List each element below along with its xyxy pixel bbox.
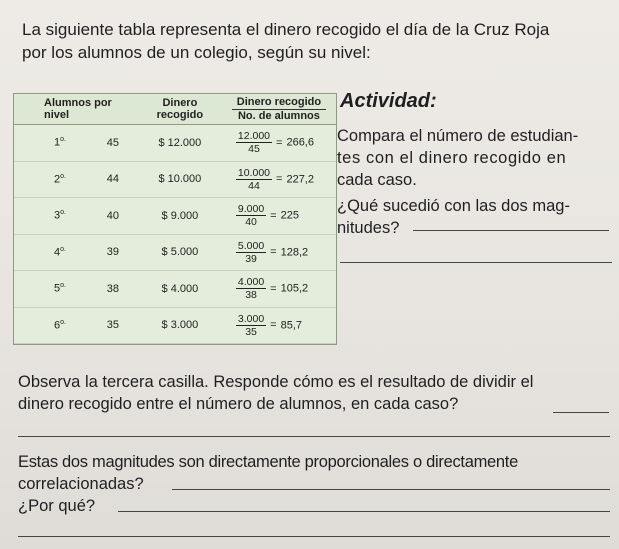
ratio-result: 266,6 — [286, 136, 314, 149]
students-cell: 44 — [88, 161, 138, 198]
ratio-result: 225 — [280, 209, 299, 222]
fraction: $\frac{3.000}{35}$ — [237, 312, 265, 338]
question-1-answer-line-2[interactable] — [18, 436, 610, 437]
table-row — [14, 161, 336, 198]
level-cell: $3^{o.}$ — [14, 198, 88, 235]
ratio-result: 128,2 — [280, 246, 309, 259]
activity-p1-l1: Compara el número de estudian- — [337, 127, 579, 145]
students-cell: 39 — [88, 234, 138, 271]
question-2-answer-line-3[interactable] — [18, 536, 610, 537]
level-cell: $5^{o.}$ — [14, 271, 88, 308]
money-cell: $ 10.000 — [138, 161, 222, 198]
money-cell: $ 12.000 — [138, 125, 222, 162]
ratio-result: 85,7 — [280, 319, 303, 332]
level-cell: $2^{o.}$ — [14, 161, 88, 198]
header-ratio-bottom: No. de alumnos — [232, 109, 326, 122]
question-2-answer-line-2[interactable] — [118, 511, 610, 512]
table-row — [14, 198, 336, 235]
activity-p2-l1: ¿Qué sucedió con las dos mag- — [337, 197, 570, 215]
ratio-cell: $\frac{4.000}{38}$ = 105,2 — [222, 271, 336, 308]
header-ratio — [222, 94, 336, 125]
question-1-line-1: Observa la tercera casilla. Responde cómo es el resultado de dividir el — [18, 373, 534, 391]
level-cell: $4^{o.}$ — [14, 234, 88, 271]
ratio-cell: $\frac{12.000}{45}$ = 266,6 — [222, 125, 336, 162]
students-cell: 45 — [88, 125, 138, 162]
level-cell: $1^{o.}$ — [14, 125, 88, 162]
activity-section — [337, 90, 617, 239]
table-row — [14, 307, 336, 344]
donations-table — [13, 93, 337, 345]
fraction: $\frac{10.000}{44}$ — [237, 166, 271, 192]
table-row — [14, 234, 336, 271]
ratio-cell: $\frac{10.000}{44}$ = 227,2 — [222, 161, 336, 198]
money-cell: $ 5.000 — [138, 234, 222, 271]
intro-text — [22, 18, 612, 64]
level-cell: $6^{o.}$ — [14, 307, 88, 344]
activity-answer-line-2[interactable] — [340, 262, 612, 263]
money-cell: $ 4.000 — [138, 271, 222, 308]
fraction: $\frac{5.000}{39}$ — [237, 239, 265, 265]
ratio-result: 105,2 — [280, 282, 309, 295]
ratio-cell: $\frac{9.000}{40}$ = 225 — [222, 198, 336, 235]
activity-p1-l2: tes con el dinero recogido en — [337, 149, 567, 167]
header-money: Dinero recogido — [138, 94, 222, 125]
table-row — [14, 271, 336, 308]
header-students: Alumnos por nivel — [14, 94, 138, 125]
fraction: $\frac{9.000}{40}$ — [237, 203, 265, 229]
money-cell: $ 9.000 — [138, 198, 222, 235]
question-2-line-1: Estas dos magnitudes son directamente proporcionales o directamente — [18, 453, 518, 471]
question-2-line-3: ¿Por qué? — [18, 497, 96, 515]
money-cell: $ 3.000 — [138, 307, 222, 344]
fraction: $\frac{4.000}{38}$ — [237, 276, 265, 302]
intro-line-1: La siguiente tabla representa el dinero recogido el día de la Cruz Roja — [22, 20, 550, 39]
students-cell: 38 — [88, 271, 138, 308]
table-header-row — [14, 94, 336, 125]
ratio-cell: $\frac{3.000}{35}$ = 85,7 — [222, 307, 336, 344]
ratio-cell: $\frac{5.000}{39}$ = 128,2 — [222, 234, 336, 271]
students-cell: 40 — [88, 198, 138, 235]
question-2 — [18, 451, 613, 517]
header-ratio-top: Dinero recogido — [236, 96, 322, 108]
question-2-answer-line-1[interactable] — [172, 489, 610, 490]
ratio-result: 227,2 — [286, 173, 314, 186]
question-1-line-2: dinero recogido entre el número de alumnos, en cada caso? — [18, 395, 459, 413]
fraction: $\frac{12.000}{45}$ — [237, 130, 271, 156]
students-cell: 35 — [88, 307, 138, 344]
activity-p2-l2: nitudes? — [337, 219, 400, 237]
question-1 — [18, 371, 613, 415]
activity-p1-l3: cada caso. — [337, 171, 417, 189]
table-row — [14, 125, 336, 162]
question-1-answer-line-1[interactable] — [553, 412, 609, 413]
intro-line-2: por los alumnos de un colegio, según su nivel: — [22, 43, 371, 62]
activity-title: Actividad: — [340, 90, 437, 112]
activity-answer-line-1[interactable] — [413, 230, 609, 231]
question-2-line-2: correlacionadas? — [18, 475, 144, 493]
